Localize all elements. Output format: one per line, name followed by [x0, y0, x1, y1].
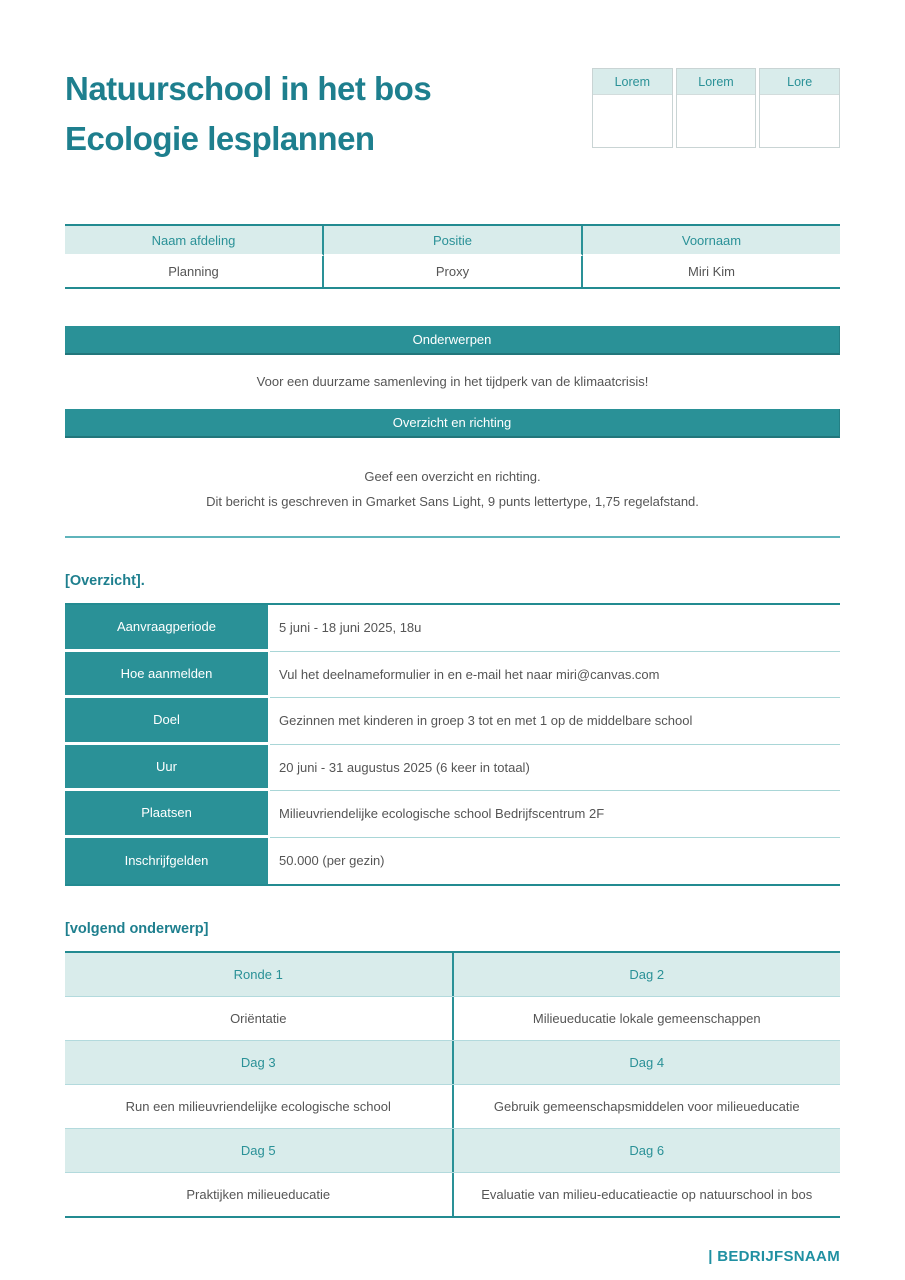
info-table-value-row [65, 256, 840, 287]
schedule-header-row [65, 953, 840, 997]
lorem-empty-cell [760, 95, 839, 147]
overview-label-cell: Doel [65, 698, 268, 745]
schedule-value-cell: Run een milieuvriendelijke ecologische school [65, 1085, 454, 1128]
info-value-cell: Miri Kim [583, 256, 840, 287]
schedule-value-cell: Oriëntatie [65, 997, 454, 1040]
overview-row [65, 791, 840, 838]
overview-row [65, 698, 840, 745]
lorem-header-cell: Lorem [677, 69, 756, 95]
footer-company-name: | BEDRIJFSNAAM [708, 1248, 840, 1265]
overview-row [65, 745, 840, 792]
overview-label-cell: Aanvraagperiode [65, 605, 268, 652]
schedule-value-row [65, 997, 840, 1041]
lorem-header-cell: Lorem [593, 69, 672, 95]
page-title [65, 64, 431, 164]
lorem-empty-cell [677, 95, 756, 147]
schedule-value-row [65, 1085, 840, 1129]
page-title-line2: Ecologie lesplannen [65, 120, 375, 157]
schedule-value-cell: Praktijken milieueducatie [65, 1173, 454, 1216]
schedule-header-cell: Dag 3 [65, 1041, 454, 1084]
info-value-cell: Planning [65, 256, 324, 287]
subtitle-text: Voor een duurzame samenleving in het tijdperk van de klimaatcrisis! [256, 374, 649, 389]
info-value-cell: Proxy [324, 256, 583, 287]
schedule-header-cell: Ronde 1 [65, 953, 454, 996]
info-table-header-row [65, 226, 840, 256]
info-header-cell: Voornaam [583, 226, 840, 256]
overview-value-cell: 50.000 (per gezin) [270, 838, 840, 885]
info-header-cell: Positie [324, 226, 583, 256]
overview-value-cell: Gezinnen met kinderen in groep 3 tot en met 1 op de middelbare school [270, 698, 840, 745]
schedule-header-cell: Dag 5 [65, 1129, 454, 1172]
schedule-value-cell: Gebruik gemeenschapsmiddelen voor milieueducatie [454, 1085, 841, 1128]
overview-value-cell: Vul het deelnameformulier in en e-mail het naar miri@canvas.com [270, 652, 840, 699]
overview-row [65, 605, 840, 652]
lorem-column [676, 68, 757, 148]
banner-overzicht-en-richting: Overzicht en richting [65, 409, 840, 438]
page-title-line1: Natuurschool in het bos [65, 70, 432, 107]
paragraph-line: Dit bericht is geschreven in Gmarket Sans Light, 9 punts lettertype, 1,75 regelafstand. [206, 494, 699, 509]
banner-onderwerpen: Onderwerpen [65, 326, 840, 355]
overview-value-cell: Milieuvriendelijke ecologische school Bedrijfscentrum 2F [270, 791, 840, 838]
paragraph-line: Geef een overzicht en richting. [364, 469, 541, 484]
divider-line [65, 536, 840, 538]
schedule-header-cell: Dag 4 [454, 1041, 841, 1084]
overview-label-cell: Plaatsen [65, 791, 268, 838]
schedule-table [65, 951, 840, 1218]
lorem-column [759, 68, 840, 148]
schedule-heading: [volgend onderwerp] [65, 921, 209, 937]
lorem-header-cell: Lore [760, 69, 839, 95]
overview-row [65, 652, 840, 699]
schedule-header-row [65, 1041, 840, 1085]
overview-label-cell: Hoe aanmelden [65, 652, 268, 699]
overview-label-cell: Uur [65, 745, 268, 792]
schedule-value-row [65, 1173, 840, 1216]
overview-row [65, 838, 840, 885]
overview-table [65, 603, 840, 886]
schedule-header-cell: Dag 6 [454, 1129, 841, 1172]
info-header-cell: Naam afdeling [65, 226, 324, 256]
overview-label-cell: Inschrijfgelden [65, 838, 268, 885]
lorem-empty-cell [593, 95, 672, 147]
lorem-table [592, 68, 840, 148]
schedule-header-row [65, 1129, 840, 1173]
overview-value-cell: 5 juni - 18 juni 2025, 18u [270, 605, 840, 652]
header [65, 0, 840, 164]
overview-heading: [Overzicht]. [65, 573, 145, 589]
schedule-header-cell: Dag 2 [454, 953, 841, 996]
schedule-value-cell: Evaluatie van milieu-educatieactie op natuurschool in bos [454, 1173, 841, 1216]
lorem-column [592, 68, 673, 148]
schedule-value-cell: Milieueducatie lokale gemeenschappen [454, 997, 841, 1040]
overview-value-cell: 20 juni - 31 augustus 2025 (6 keer in totaal) [270, 745, 840, 792]
info-table [65, 224, 840, 289]
